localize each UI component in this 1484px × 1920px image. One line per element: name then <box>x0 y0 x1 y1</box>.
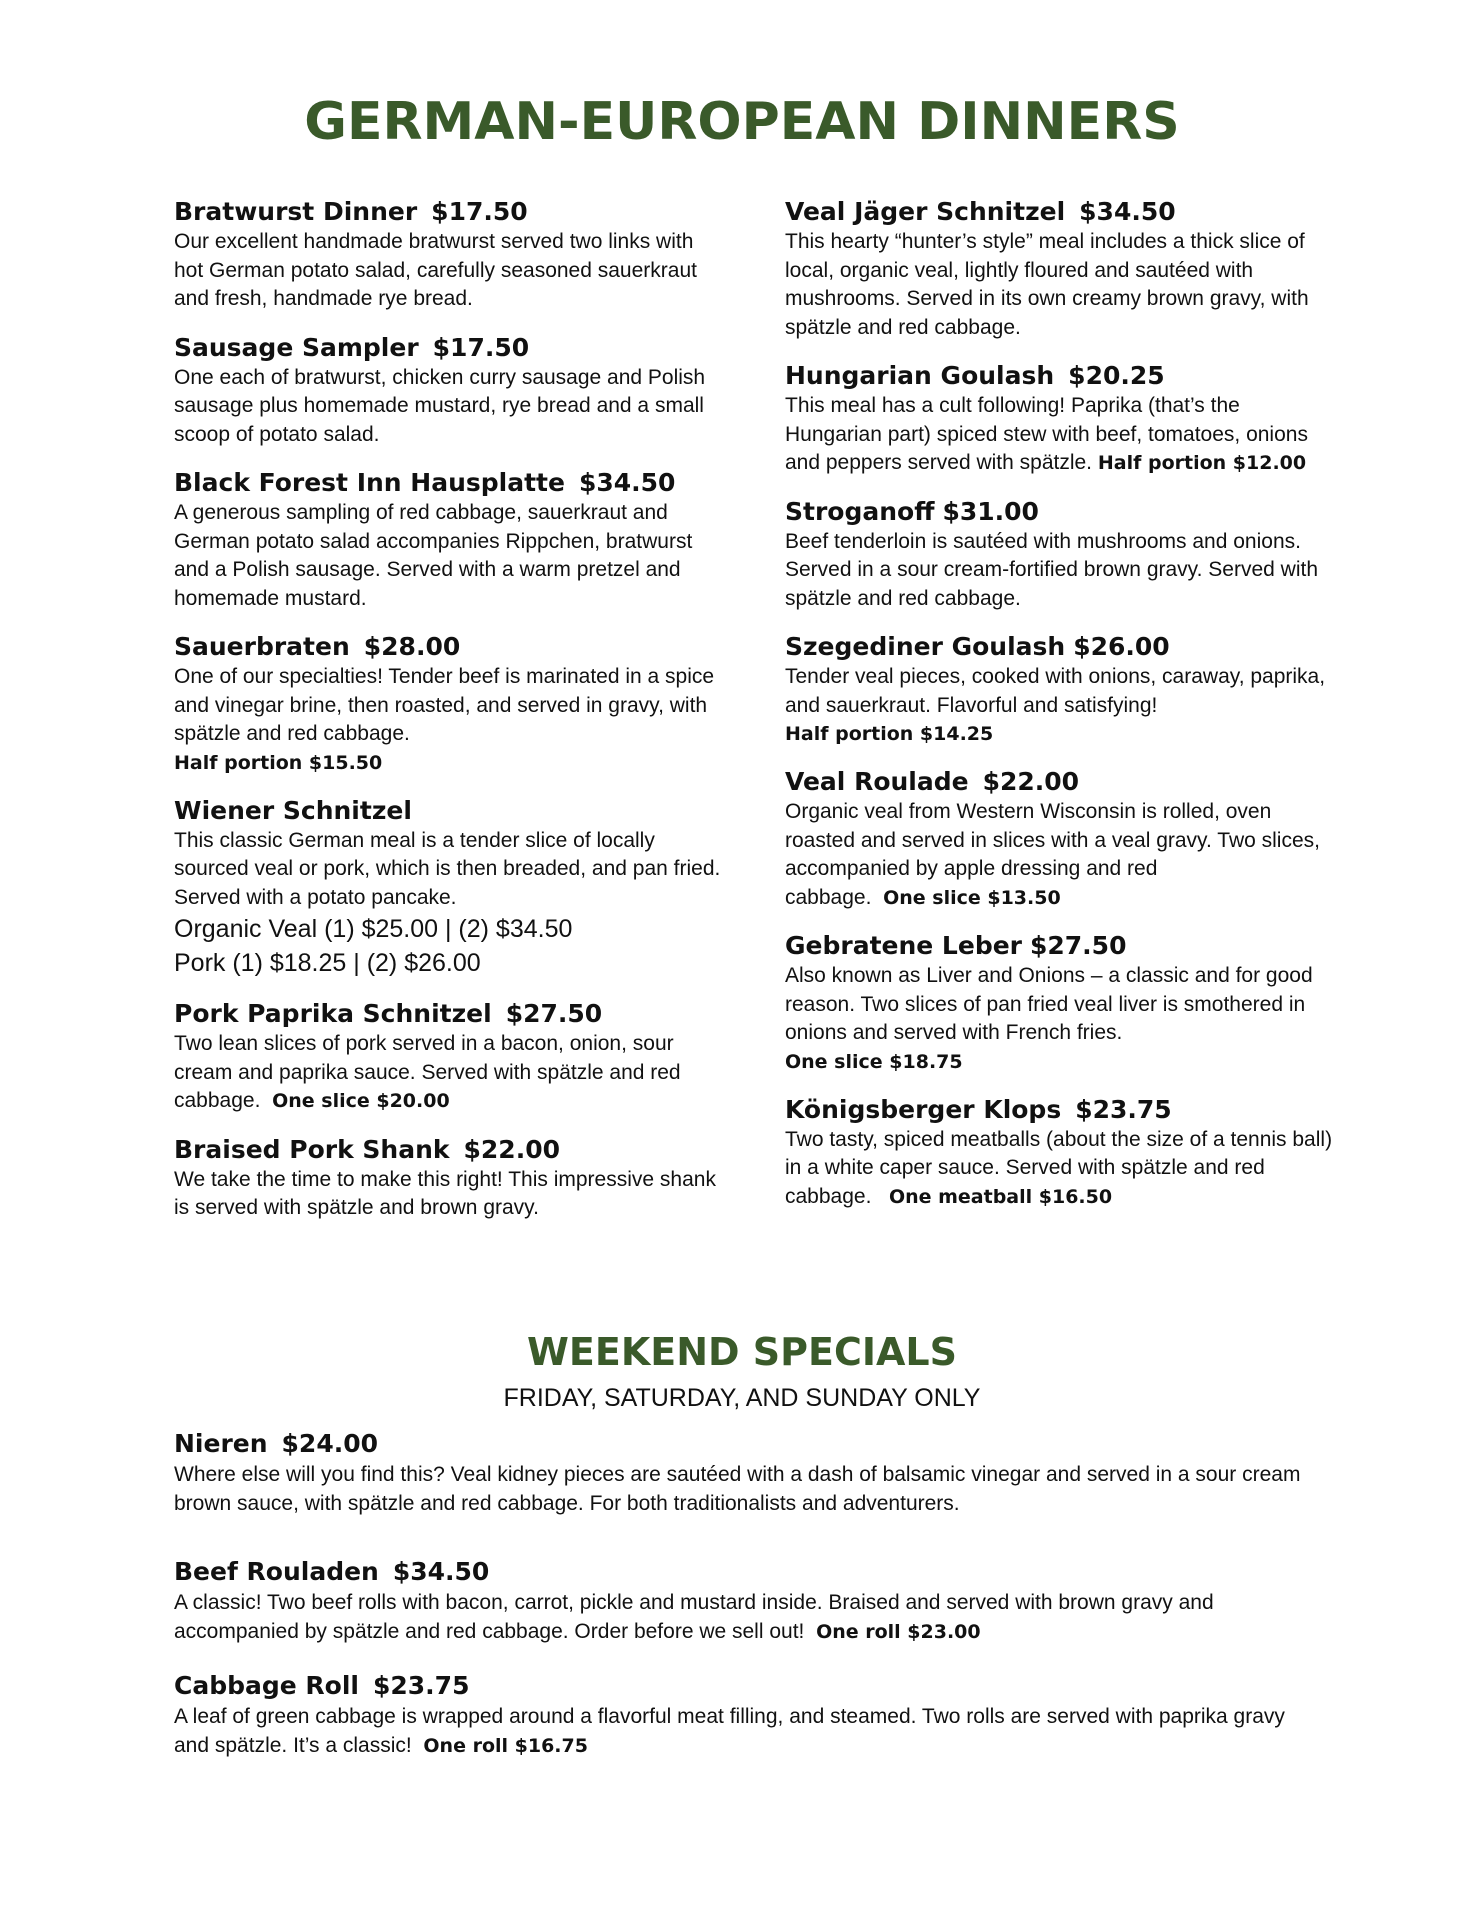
menu-item <box>174 332 724 450</box>
one-meatball-note: One meatball $16.50 <box>888 1185 1113 1208</box>
item-price: $22.00 <box>463 1134 560 1164</box>
item-description: A classic! Two beef rolls with bacon, carrot, pickle and mustard inside. Braised and served with brown gravy and accompanied by spätzle and red cabbage. Order before we sell out! One roll $23.00 <box>174 1591 1214 1643</box>
item-price: $27.50 <box>1030 931 1127 960</box>
item-price: $24.00 <box>281 1429 379 1458</box>
item-price: $22.00 <box>982 767 1080 796</box>
right-column <box>785 196 1335 1229</box>
half-portion-note: Half portion $12.00 <box>1097 452 1307 474</box>
item-price: $17.50 <box>431 197 528 226</box>
item-description: Our excellent handmade bratwurst served two links with hot German potato salad, carefully seasoned sauerkraut and fresh, handmade rye bread. <box>174 230 697 310</box>
one-slice-note: One slice $20.00 <box>272 1090 450 1112</box>
item-description: Two tasty, spiced meatballs (about the size of a tennis ball) in a white caper sauce. Served with spätzle and red cabbage. One meatball $16.50 <box>785 1127 1333 1208</box>
item-description: Organic veal from Western Wisconsin is rolled, oven roasted and served in slices with a veal gravy. Two slices, accompanied by apple dressing and red cabbage. One slice $13.50 <box>785 800 1320 909</box>
item-name: Pork Paprika Schnitzel <box>174 999 492 1028</box>
item-description: One each of bratwurst, chicken curry sausage and Polish sausage plus homemade mustard, rye bread and a small scoop of potato salad. <box>174 365 706 446</box>
item-description: Where else will you find this? Veal kidney pieces are sautéed with a dash of balsamic vinegar and served in a sour cream brown sauce, with spätzle and red cabbage. For both traditionalists and adventurers. <box>174 1463 1301 1515</box>
item-name: Bratwurst Dinner <box>174 197 418 226</box>
item-name: Nieren <box>174 1429 268 1458</box>
item-description: Tender veal pieces, cooked with onions, caraway, paprika, and sauerkraut. Flavorful and satisfying! Half portion $14.25 <box>785 663 1335 748</box>
item-description: This classic German meal is a tender slice of locally sourced veal or pork, which is then breaded, and pan fried. Served with a potato pancake. <box>174 828 721 909</box>
item-name: Sauerbraten <box>174 632 350 661</box>
item-description: A leaf of green cabbage is wrapped around a flavorful meat filling, and steamed. Two rolls are served with paprika gravy and spätzle. It’s a classic! One roll $16.75 <box>174 1705 1285 1757</box>
menu-item <box>785 1094 1335 1212</box>
item-description: Also known as Liver and Onions – a classic and for good reason. Two slices of pan fried veal liver is smothered in onions and served with French fries. One slice $18.75 <box>785 962 1335 1076</box>
weekend-item <box>174 1428 1324 1518</box>
item-description: Beef tenderloin is sautéed with mushrooms and onions. Served in a sour cream-fortified brown gravy. Served with spätzle and red cabbage. <box>785 529 1318 610</box>
one-roll-note: One roll $23.00 <box>816 1621 981 1643</box>
left-column <box>174 196 724 1241</box>
item-name: Szegediner Goulash <box>785 632 1066 661</box>
item-price: $34.50 <box>1079 197 1176 226</box>
menu-item <box>174 1134 724 1223</box>
menu-item <box>174 631 724 777</box>
menu-item <box>174 795 724 981</box>
item-name: Stroganoff <box>785 496 935 526</box>
page-title: GERMAN-EUROPEAN DINNERS <box>304 92 1180 152</box>
menu-item <box>785 360 1335 478</box>
item-description: One of our specialties! Tender beef is marinated in a spice and vinegar brine, then roasted, and served in gravy, with spätzle and red cabbage. Half portion $15.50 <box>174 663 724 777</box>
item-price: $23.75 <box>373 1671 470 1700</box>
item-description: Two lean slices of pork served in a bacon, onion, sour cream and paprika sauce. Served with spätzle and red cabbage. One slice $20.00 <box>174 1032 681 1112</box>
item-description: This meal has a cult following! Paprika (that’s the Hungarian part) spiced stew with beef, tomatoes, onions and peppers served with spätzle. Half portion $12.00 <box>785 394 1308 474</box>
menu-item <box>174 467 724 613</box>
item-name: Hungarian Goulash <box>785 361 1055 390</box>
item-description: We take the time to make this right! This impressive shank is served with spätzle and brown gravy. <box>174 1167 716 1219</box>
item-name: Gebratene Leber <box>785 931 1022 960</box>
item-price: $34.50 <box>578 468 676 497</box>
menu-item <box>785 196 1335 342</box>
menu-item <box>785 930 1335 1076</box>
item-price: $23.75 <box>1075 1094 1172 1124</box>
weekend-specials-subtitle: FRIDAY, SATURDAY, AND SUNDAY ONLY <box>503 1384 981 1412</box>
item-price: $34.50 <box>392 1557 490 1586</box>
item-price: $17.50 <box>432 332 530 362</box>
weekend-specials-title: WEEKEND SPECIALS <box>526 1330 957 1374</box>
menu-item <box>174 998 724 1116</box>
item-price: $31.00 <box>942 496 1039 526</box>
half-portion-note: Half portion $15.50 <box>174 751 383 774</box>
item-price: $20.25 <box>1068 361 1165 390</box>
item-name: Veal Roulade <box>785 767 969 796</box>
one-roll-note: One roll $16.75 <box>423 1735 588 1757</box>
one-slice-note: One slice $18.75 <box>785 1050 963 1073</box>
menu-item <box>174 196 724 314</box>
menu-item <box>785 766 1335 912</box>
item-name: Cabbage Roll <box>174 1671 359 1700</box>
item-name: Sausage Sampler <box>174 332 419 362</box>
price-option-pork: Pork (1) $18.25 | (2) $26.00 <box>174 949 481 977</box>
weekend-item <box>174 1670 1324 1761</box>
item-name: Black Forest Inn Hausplatte <box>174 468 565 497</box>
item-price: $28.00 <box>363 632 461 661</box>
weekend-item <box>174 1556 1324 1647</box>
item-name: Königsberger Klops <box>785 1094 1062 1124</box>
menu-item <box>785 631 1335 748</box>
one-slice-note: One slice $13.50 <box>883 886 1061 909</box>
item-name: Wiener Schnitzel <box>174 795 412 825</box>
price-option-veal: Organic Veal (1) $25.00 | (2) $34.50 <box>174 915 573 943</box>
half-portion-note: Half portion $14.25 <box>785 723 994 745</box>
item-description: A generous sampling of red cabbage, sauerkraut and German potato salad accompanies Rippchen, bratwurst and a Polish sausage. Served with a warm pretzel and homemade mustard. <box>174 501 693 610</box>
menu-item <box>785 496 1335 614</box>
item-price: $27.50 <box>505 999 603 1028</box>
item-description: This hearty “hunter’s style” meal includes a thick slice of local, organic veal, lightly floured and sautéed with mushrooms. Served in its own creamy brown gravy, with spätzle and red cabbage. <box>785 230 1309 339</box>
item-name: Veal Jäger Schnitzel <box>785 197 1066 226</box>
item-price: $26.00 <box>1073 632 1170 661</box>
item-name: Braised Pork Shank <box>174 1134 450 1164</box>
item-name: Beef Rouladen <box>174 1557 379 1586</box>
